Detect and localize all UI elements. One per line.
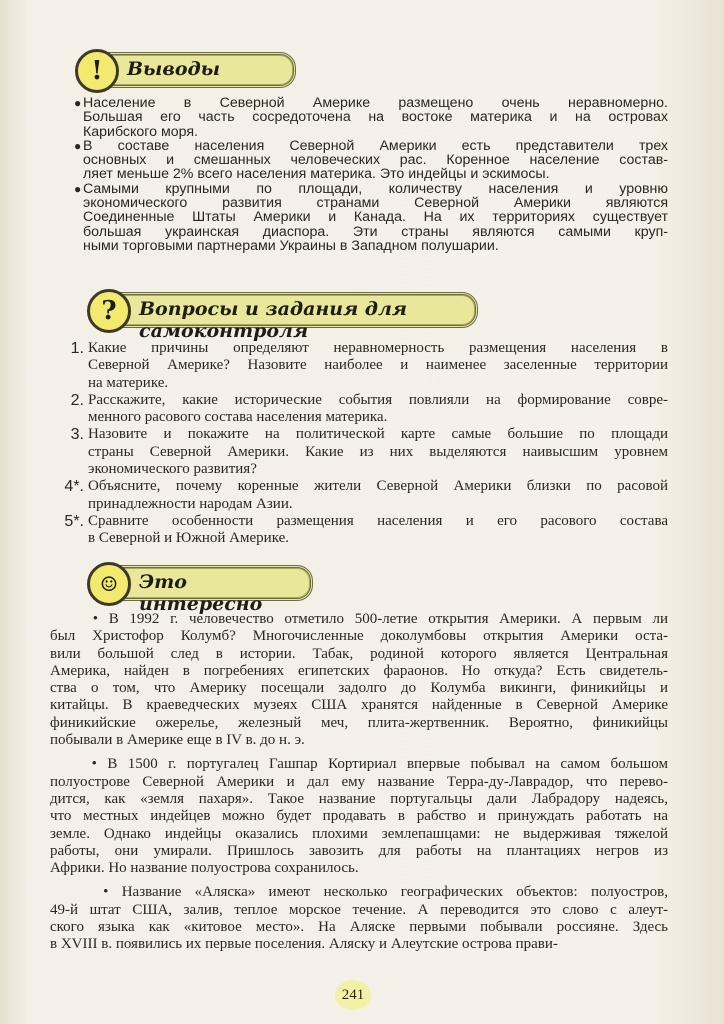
text-line: ляет меньше 2% всего населения материка. Это индейцы и эскимосы. <box>83 167 550 182</box>
question-icon: ? <box>87 289 131 333</box>
text-line: Сравните особенности размещения населения и его расового состава <box>88 512 668 529</box>
text-line: ными торговыми партнерами Украины в Западном полушарии. <box>83 238 499 254</box>
bullet-icon: ● <box>74 181 82 196</box>
text-line: принадлежности народам Азии. <box>88 495 293 512</box>
question-item <box>64 512 668 548</box>
text-line: вили большой след в истории. Табак, родиной которого является Центральная <box>50 645 668 662</box>
question-item <box>70 340 668 392</box>
bullet-icon: ● <box>74 96 82 110</box>
text-line: китайцы. В краеведческих музеях США хранятся найденные в Северной Америке <box>50 697 668 714</box>
text-line: менного расового состава населения материка. <box>88 409 388 426</box>
text-line: основных и смешанных человеческих рас. Коренное население состав- <box>83 153 668 168</box>
text-line: экономического развития? <box>88 461 257 478</box>
text-line: на материке. <box>88 374 169 391</box>
question-number: 5*. <box>64 512 84 530</box>
question-item <box>64 478 668 513</box>
questions-list <box>64 340 668 548</box>
text-line: В составе населения Северной Америки есть представители трех <box>83 138 668 154</box>
interesting-text <box>50 611 668 961</box>
interesting-paragraph <box>50 611 668 749</box>
text-line: большая украинская диаспора. Эти страны являются самыми круп- <box>83 224 668 239</box>
text-line: ского языка как «китовое место». На Аляске первыми побывали россияне. Здесь <box>50 919 668 936</box>
exclamation-icon: ! <box>75 49 119 93</box>
conclusion-bullet <box>74 138 668 182</box>
question-item <box>70 391 668 427</box>
text-line: полуострове Северной Америки и дал ему название Терра-ду-Лаврадор, что перево- <box>50 773 668 790</box>
text-line: страны Северной Америки. Какие из них выделяются наивысшим уровнем <box>88 443 668 460</box>
interesting-banner <box>92 565 313 615</box>
interesting-title: Это интересно <box>139 571 263 615</box>
explorer-portrait-icon: ☺ <box>87 562 131 606</box>
text-line: что местных индейцев можно будет продавать в рабство и принуждать работать на <box>50 808 668 825</box>
text-line: в Северной и Южной Америке. <box>88 530 290 547</box>
text-line: экономического развития странами Северной Америки являются <box>83 196 668 211</box>
conclusion-bullet <box>74 181 668 254</box>
text-line: • В 1992 г. человечество отметило 500-летие открытия Америки. А первым ли <box>50 611 668 627</box>
interesting-paragraph <box>50 884 668 953</box>
text-line: Население в Северной Америке размещено очень неравномерно. <box>83 96 668 111</box>
text-line: Америка, найден в погребениях египетских фараонов. Но откуда? Есть свидетель- <box>50 662 668 679</box>
text-line: Расскажите, какие исторические события повлияли на формирование совре- <box>88 391 668 408</box>
text-line: финикийские ожерелье, железный меч, плита-жертвенник. Вероятно, финикийцы <box>50 714 668 731</box>
conclusions-banner <box>80 52 296 88</box>
text-line: Большая его часть сосредоточена на востоке материка и на островах <box>83 110 668 125</box>
conclusions-title: Выводы <box>127 58 221 80</box>
text-line: • В 1500 г. португалец Гашпар Кортириал впервые побывал на самом большом <box>50 756 668 773</box>
page-number: 241 <box>335 980 371 1010</box>
question-number: 2. <box>70 391 84 409</box>
text-line: Самыми крупными по площади, количеству населения и уровню <box>83 181 668 197</box>
text-line: работы, они умирали. Пришлось завозить для работы на плантациях негров из <box>50 842 668 859</box>
text-line: в XVIII в. появились их первые поселения. Аляску и Алеутские острова прави- <box>50 936 558 953</box>
text-line: дится, как «земля пахаря». Такое название португальцы дали Лабрадору надеясь, <box>50 790 668 807</box>
question-number: 4*. <box>64 478 84 496</box>
interesting-paragraph <box>50 756 668 877</box>
text-line: земле. Однако индейцы оказались плохими землепашцами: не выдерживая тяжелой <box>50 825 668 842</box>
question-number: 3. <box>70 426 84 444</box>
questions-title: Вопросы и задания для самоконтроля <box>139 298 408 342</box>
conclusion-bullet <box>74 96 668 139</box>
text-line: Африки. Но название полуострова сохранилось. <box>50 860 359 877</box>
text-line: Какие причины определяют неравномерность размещения населения в <box>88 340 668 356</box>
text-line: Карибского моря. <box>83 124 198 139</box>
text-line: 49-й штат США, залив, теплое морское течение. А переводится это слово с алеут- <box>50 901 668 918</box>
text-line: был Христофор Колумб? Многочисленные доколумбовы открытия Америки оста- <box>50 628 668 645</box>
bullet-icon: ● <box>74 138 82 153</box>
question-item <box>70 426 668 478</box>
questions-banner <box>92 292 478 342</box>
text-line: побывали в Америке еще в IV в. до н. э. <box>50 732 305 749</box>
text-line: Объясните, почему коренные жители Северной Америки близки по расовой <box>88 478 668 495</box>
text-line: Назовите и покажите на политической карте самые большие по площади <box>88 426 668 443</box>
text-line: • Название «Аляска» имеют несколько географических объектов: полуостров, <box>50 884 668 901</box>
text-line: Соединенные Штаты Америки и Канада. На их территориях существует <box>83 210 668 225</box>
text-line: ства о том, что Америку посещали задолго до Колумба викинги, финикийцы и <box>50 680 668 697</box>
conclusions-list <box>74 96 668 254</box>
text-line: Северной Америке? Назовите наиболее и наименее заселенные территории <box>88 357 668 374</box>
question-number: 1. <box>70 340 84 357</box>
